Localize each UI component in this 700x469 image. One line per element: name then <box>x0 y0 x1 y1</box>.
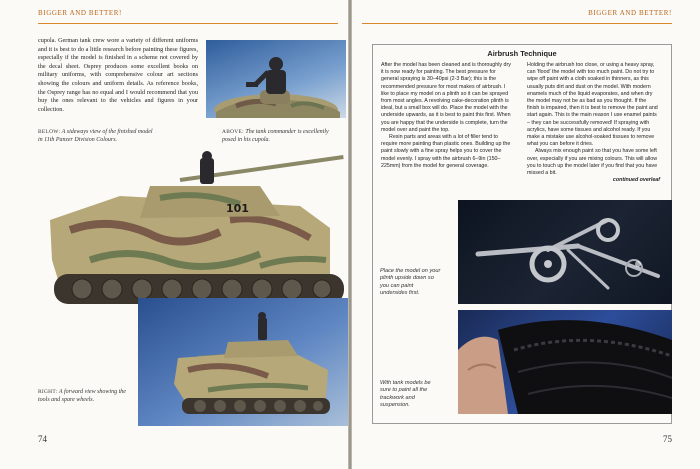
caption-above <box>222 128 340 144</box>
caption-above-text: The tank commander is excellently posed in his cupola. <box>222 129 329 143</box>
turret-number: 101 <box>226 202 249 215</box>
caption-below-text: A sideways view of the finished model in 11th Panzer Division Colours. <box>38 129 153 143</box>
photo-painting-track <box>458 310 672 414</box>
photo-commander <box>206 40 346 118</box>
col1-paragraph: After the model has been cleaned and is thoroughly dry it is now ready for painting. The best pressure for general spraying is 30–40psi (2-3 Bar); this is the recommended pressure for most makes of airbrush. I like to place my model on a plinth so it can be sprayed from most angles. A revolving cake-decoration plinth is ideal, but a small box will do. Place the model with the underside upwards, as it is best to paint this first. When you are happy that the underside is complete, turn the model over and paint the top. <box>381 62 511 133</box>
caption-right-text: A forward view showing the tools and spare wheels. <box>38 389 126 403</box>
photo-gun-model <box>458 200 672 304</box>
left-page <box>0 0 348 469</box>
continued-note: continued overleaf <box>612 177 660 184</box>
col1-paragraph: Resin parts and areas with a lot of filler tend to require more painting than plastic ones. Building up the paint slowly with a fine spray helps you to cover the model evenly. I spray with the airbrush 6–9in (150–225mm) from the model for general coverage. <box>381 134 511 169</box>
box-title: Airbrush Technique <box>487 49 557 58</box>
col2-paragraph: Holding the airbrush too close, or using a heavy spray, can 'flood' the model with too much paint. Do not try to wipe off paint with a cloth soaked in thinners, as this usually puts dirt and dust on the model. With modern enamels much of the liquid evaporates, and when dry the model may not be as bad as you thought. If the finish is impaired, then it is best to remove the paint and start again. This is the main reason I use enamel paints – they can be successfully removed! If spraying with acrylics, have some tissues and alcohol ready. If you make a mistake use alcohol-soaked tissues to remove what you can before it dries. <box>527 62 658 148</box>
page-number-right: 75 <box>663 434 672 444</box>
caption-right <box>38 388 130 404</box>
right-page <box>352 0 700 469</box>
caption-below <box>38 128 158 144</box>
running-head-right: BIGGER AND BETTER! <box>362 6 672 24</box>
col2-paragraph: Always mix enough paint so that you have some left over, especially if you are mixing colours. This will allow you to touch up the model later if you find that you have missed a bit. <box>527 148 658 177</box>
caption-below-tag: BELOW: <box>38 129 61 135</box>
caption-trackwork: With tank models be sure to paint all the trackwork and suspension. <box>380 380 431 409</box>
photo-tank-forward <box>138 298 348 426</box>
box-column-2 <box>527 62 660 184</box>
caption-right-tag: RIGHT: <box>38 389 58 395</box>
caption-above-tag: ABOVE: <box>222 129 244 135</box>
body-text-left: cupola. German tank crew wore a variety of different uniforms and it is best to do a little research before painting these figures, especially if the model is finished in a scheme not covered by the decal sheet. Osprey produces some excellent books on military uniforms, with comprehensive colour art sections showing the colours and uniform details. As reference books, the Osprey range has no equal and I would recommend that you buy the ones relevant to the vehicles and figures in your collection. <box>38 37 198 113</box>
running-head-left: BIGGER AND BETTER! <box>38 6 338 24</box>
caption-plinth: Place the model on your plinth upside down so you can paint undersides first. <box>380 268 441 297</box>
page-number-left: 74 <box>38 434 47 444</box>
box-column-1 <box>381 62 514 170</box>
